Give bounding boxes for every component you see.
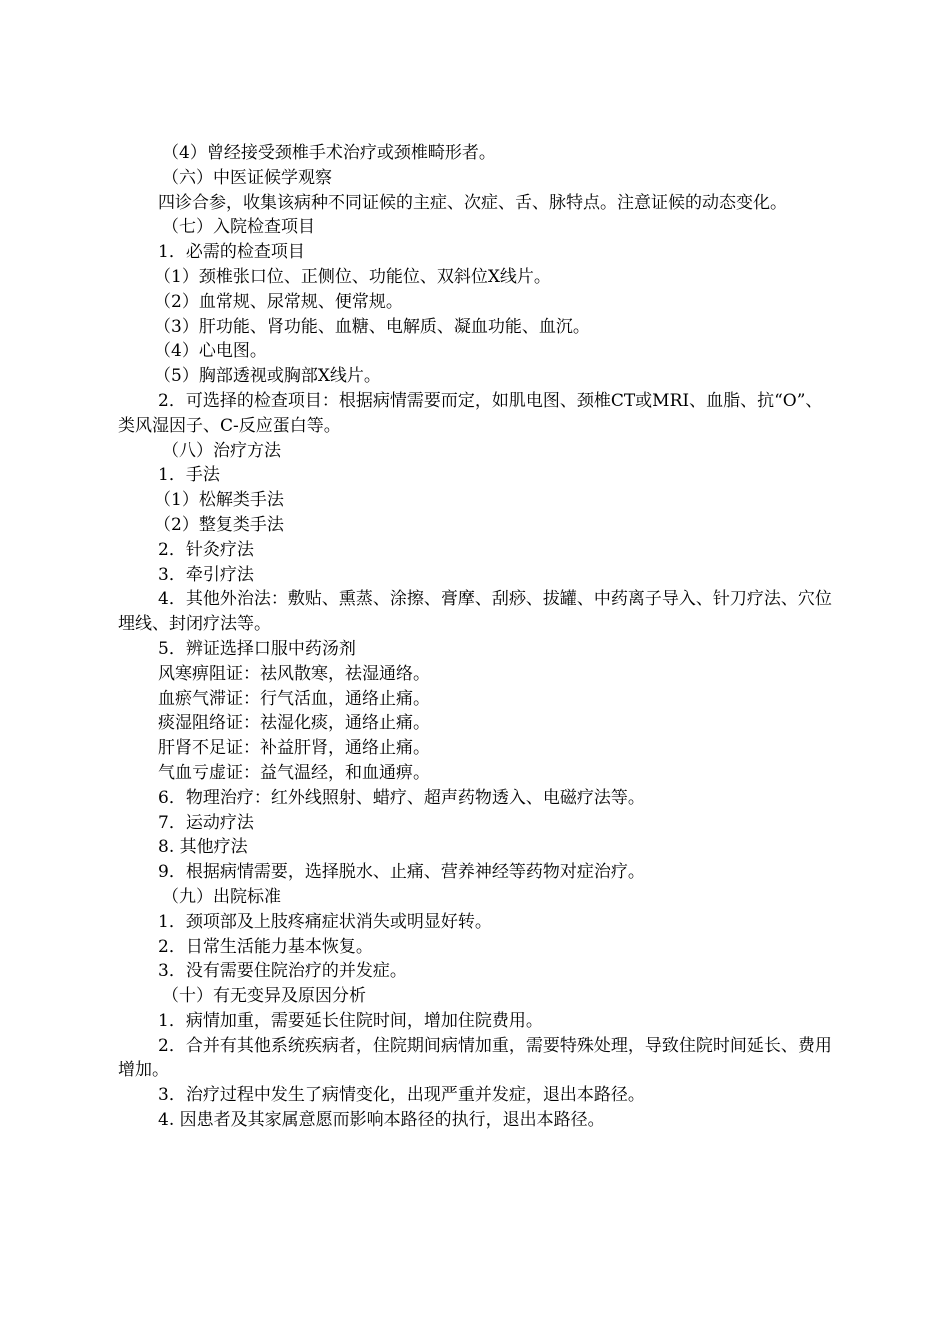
text-line: 1．必需的检查项目 bbox=[158, 242, 305, 263]
text-line: 2．日常生活能力基本恢复。 bbox=[158, 936, 373, 957]
text-line: （1）颈椎张口位、正侧位、功能位、双斜位X线片。 bbox=[154, 266, 551, 287]
document-body bbox=[118, 141, 833, 1133]
text-line: 8. 其他疗法 bbox=[158, 837, 248, 858]
text-line: （2）整复类手法 bbox=[154, 514, 284, 535]
text-line: （十）有无变异及原因分析 bbox=[162, 986, 366, 1007]
text-line: 7．运动疗法 bbox=[158, 812, 254, 833]
text-line: 四诊合参，收集该病种不同证候的主症、次症、舌、脉特点。注意证候的动态变化。 bbox=[158, 192, 787, 213]
text-line: 9．根据病情需要，选择脱水、止痛、营养神经等药物对症治疗。 bbox=[158, 862, 645, 883]
text-line: 4. 因患者及其家属意愿而影响本路径的执行，退出本路径。 bbox=[158, 1110, 605, 1131]
text-line: 痰湿阻络证：祛湿化痰，通络止痛。 bbox=[158, 713, 430, 734]
text-line: （4）心电图。 bbox=[154, 341, 267, 362]
text-line: 1．颈项部及上肢疼痛症状消失或明显好转。 bbox=[158, 911, 492, 932]
text-line: 风寒痹阻证：祛风散寒，祛湿通络。 bbox=[158, 663, 430, 684]
text-line: 2．可选择的检查项目：根据病情需要而定，如肌电图、颈椎CT或MRI、血脂、抗“O”、类风湿因子、C-反应蛋白等。 bbox=[118, 390, 823, 436]
text-line: （5）胸部透视或胸部X线片。 bbox=[154, 366, 381, 387]
text-line: 1．病情加重，需要延长住院时间，增加住院费用。 bbox=[158, 1010, 543, 1031]
text-line: 血瘀气滞证：行气活血，通络止痛。 bbox=[158, 688, 430, 709]
text-line: 3．没有需要住院治疗的并发症。 bbox=[158, 961, 407, 982]
text-line: 气血亏虚证：益气温经，和血通痹。 bbox=[158, 762, 430, 783]
text-line: （2）血常规、尿常规、便常规。 bbox=[154, 291, 403, 312]
text-line: 4．其他外治法：敷贴、熏蒸、涂擦、膏摩、刮痧、拔罐、中药离子导入、针刀疗法、穴位埋线、封闭疗法等。 bbox=[118, 589, 832, 635]
text-line: 3．治疗过程中发生了病情变化，出现严重并发症，退出本路径。 bbox=[158, 1085, 645, 1106]
text-line: 2．针灸疗法 bbox=[158, 539, 254, 560]
text-line: （3）肝功能、肾功能、血糖、电解质、凝血功能、血沉。 bbox=[154, 316, 590, 337]
text-line: 5．辨证选择口服中药汤剂 bbox=[158, 638, 356, 659]
text-line: （八）治疗方法 bbox=[162, 440, 281, 461]
text-line: 2．合并有其他系统疾病者，住院期间病情加重，需要特殊处理，导致住院时间延长、费用增加。 bbox=[118, 1035, 832, 1081]
text-line: （4）曾经接受颈椎手术治疗或颈椎畸形者。 bbox=[162, 143, 496, 163]
text-line: 6．物理治疗：红外线照射、蜡疗、超声药物透入、电磁疗法等。 bbox=[158, 787, 645, 808]
text-line: 肝肾不足证：补益肝肾，通络止痛。 bbox=[158, 738, 430, 759]
text-line: 3．牵引疗法 bbox=[158, 564, 254, 585]
text-line: （九）出院标准 bbox=[162, 886, 281, 907]
text-line: （七）入院检查项目 bbox=[162, 217, 315, 238]
text-line: （1）松解类手法 bbox=[154, 490, 284, 511]
text-line: （六）中医证候学观察 bbox=[162, 167, 332, 188]
text-line: 1．手法 bbox=[158, 465, 220, 486]
